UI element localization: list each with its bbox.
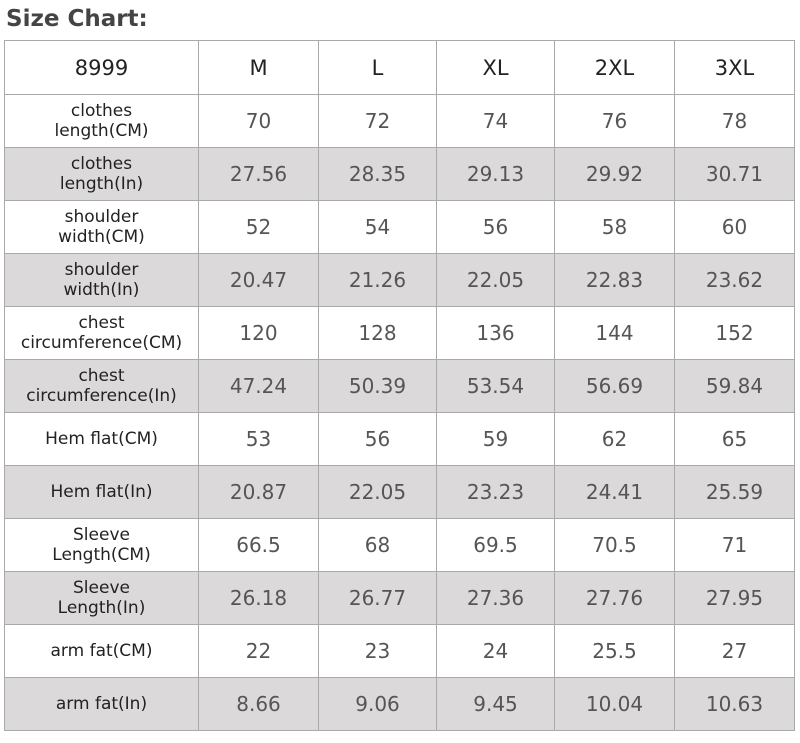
table-cell: 59 xyxy=(437,413,555,466)
row-label: chest circumference(CM) xyxy=(5,307,199,360)
table-cell: 24.41 xyxy=(555,466,675,519)
row-label: clothes length(CM) xyxy=(5,95,199,148)
row-label: Hem flat(CM) xyxy=(5,413,199,466)
table-cell: 144 xyxy=(555,307,675,360)
table-cell: 26.77 xyxy=(319,572,437,625)
row-label: Hem flat(In) xyxy=(5,466,199,519)
row-label: arm fat(In) xyxy=(5,678,199,731)
table-row xyxy=(5,572,795,625)
table-cell: 58 xyxy=(555,201,675,254)
table-cell: 20.87 xyxy=(199,466,319,519)
table-cell: 22.83 xyxy=(555,254,675,307)
table-cell: 27.36 xyxy=(437,572,555,625)
table-cell: 128 xyxy=(319,307,437,360)
table-cell: 74 xyxy=(437,95,555,148)
table-cell: 30.71 xyxy=(675,148,795,201)
table-cell: 50.39 xyxy=(319,360,437,413)
table-row xyxy=(5,413,795,466)
table-cell: 23 xyxy=(319,625,437,678)
table-cell: 26.18 xyxy=(199,572,319,625)
row-label: Sleeve Length(In) xyxy=(5,572,199,625)
table-cell: 53 xyxy=(199,413,319,466)
table-cell: 76 xyxy=(555,95,675,148)
header-size-xl: XL xyxy=(437,41,555,95)
table-cell: 59.84 xyxy=(675,360,795,413)
row-label: Sleeve Length(CM) xyxy=(5,519,199,572)
table-cell: 65 xyxy=(675,413,795,466)
table-cell: 10.63 xyxy=(675,678,795,731)
table-row xyxy=(5,678,795,731)
table-row xyxy=(5,307,795,360)
table-cell: 27.95 xyxy=(675,572,795,625)
header-model: 8999 xyxy=(5,41,199,95)
table-cell: 56 xyxy=(437,201,555,254)
table-row xyxy=(5,201,795,254)
table-cell: 27 xyxy=(675,625,795,678)
row-label: shoulder width(CM) xyxy=(5,201,199,254)
table-row xyxy=(5,254,795,307)
table-cell: 71 xyxy=(675,519,795,572)
table-row xyxy=(5,519,795,572)
table-row xyxy=(5,360,795,413)
table-cell: 70 xyxy=(199,95,319,148)
table-cell: 29.92 xyxy=(555,148,675,201)
table-cell: 78 xyxy=(675,95,795,148)
table-cell: 27.56 xyxy=(199,148,319,201)
table-cell: 54 xyxy=(319,201,437,254)
header-size-m: M xyxy=(199,41,319,95)
table-body xyxy=(5,95,795,731)
table-cell: 136 xyxy=(437,307,555,360)
table-cell: 70.5 xyxy=(555,519,675,572)
row-label: clothes length(In) xyxy=(5,148,199,201)
table-cell: 69.5 xyxy=(437,519,555,572)
table-cell: 23.23 xyxy=(437,466,555,519)
table-cell: 27.76 xyxy=(555,572,675,625)
table-cell: 22 xyxy=(199,625,319,678)
table-cell: 52 xyxy=(199,201,319,254)
table-cell: 56 xyxy=(319,413,437,466)
header-size-3xl: 3XL xyxy=(675,41,795,95)
table-row xyxy=(5,148,795,201)
page-title: Size Chart: xyxy=(6,6,148,32)
table-cell: 8.66 xyxy=(199,678,319,731)
table-cell: 72 xyxy=(319,95,437,148)
table-cell: 10.04 xyxy=(555,678,675,731)
table-cell: 152 xyxy=(675,307,795,360)
table-cell: 21.26 xyxy=(319,254,437,307)
table-cell: 22.05 xyxy=(437,254,555,307)
table-cell: 9.45 xyxy=(437,678,555,731)
table-cell: 68 xyxy=(319,519,437,572)
table-row xyxy=(5,466,795,519)
table-cell: 62 xyxy=(555,413,675,466)
header-row xyxy=(5,41,795,95)
table-cell: 53.54 xyxy=(437,360,555,413)
header-size-l: L xyxy=(319,41,437,95)
table-cell: 47.24 xyxy=(199,360,319,413)
table-cell: 29.13 xyxy=(437,148,555,201)
table-row xyxy=(5,95,795,148)
table-cell: 60 xyxy=(675,201,795,254)
row-label: chest circumference(In) xyxy=(5,360,199,413)
table-cell: 22.05 xyxy=(319,466,437,519)
table-cell: 23.62 xyxy=(675,254,795,307)
table-cell: 120 xyxy=(199,307,319,360)
table-cell: 24 xyxy=(437,625,555,678)
table-row xyxy=(5,625,795,678)
table-cell: 28.35 xyxy=(319,148,437,201)
header-size-2xl: 2XL xyxy=(555,41,675,95)
row-label: arm fat(CM) xyxy=(5,625,199,678)
table-cell: 25.59 xyxy=(675,466,795,519)
table-cell: 56.69 xyxy=(555,360,675,413)
table-cell: 66.5 xyxy=(199,519,319,572)
table-cell: 9.06 xyxy=(319,678,437,731)
table-cell: 25.5 xyxy=(555,625,675,678)
table-cell: 20.47 xyxy=(199,254,319,307)
row-label: shoulder width(In) xyxy=(5,254,199,307)
size-chart-table xyxy=(4,40,795,731)
